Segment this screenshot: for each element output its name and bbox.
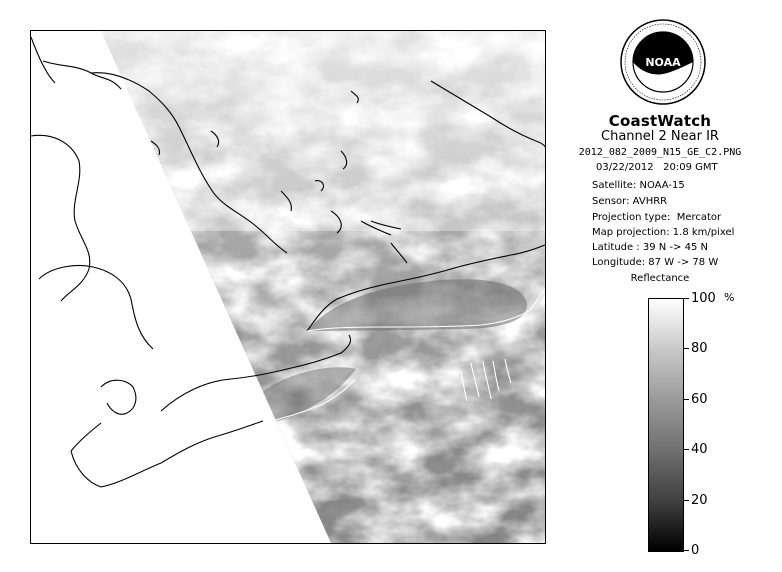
colorbar-tick-label: 20 xyxy=(691,492,708,508)
map-projection: Map projection: 1.8 km/pixel xyxy=(592,227,735,238)
brand-title: CoastWatch xyxy=(608,112,712,130)
channel-label: Channel 2 Near IR xyxy=(601,129,719,144)
legend-unit: % xyxy=(724,291,735,304)
colorbar-tick-label: 80 xyxy=(691,341,708,357)
date-time: 03/22/2012 20:09 GMT xyxy=(596,162,718,173)
colorbar-tick-mark xyxy=(683,399,689,400)
logo-text: NOAA xyxy=(645,56,681,69)
colorbar-tick-mark xyxy=(683,500,689,501)
colorbar-tick-label: 40 xyxy=(691,442,708,458)
colorbar-tick-label: 0 xyxy=(691,543,700,558)
info-panel xyxy=(560,0,782,572)
satellite-map xyxy=(30,30,546,544)
colorbar-tick-label: 100 xyxy=(691,291,716,306)
map-svg xyxy=(31,31,545,543)
colorbar-tick-mark xyxy=(683,298,689,299)
colorbar-tick-mark xyxy=(683,348,689,349)
satellite-label: Satellite: NOAA-15 xyxy=(592,180,685,191)
projection-type: Projection type: Mercator xyxy=(592,212,722,223)
sensor-label: Sensor: AVHRR xyxy=(592,196,668,207)
file-name: 2012_082_2009_N15_GE_C2.PNG xyxy=(578,147,742,158)
noaa-logo xyxy=(619,18,707,106)
colorbar-tick-mark xyxy=(683,550,689,551)
colorbar-tick-mark xyxy=(683,449,689,450)
noaa-logo-icon xyxy=(619,18,707,106)
longitude-range: Longitude: 87 W -> 78 W xyxy=(592,257,719,268)
reflectance-colorbar xyxy=(648,298,684,552)
colorbar-tick-label: 60 xyxy=(691,391,708,407)
latitude-range: Latitude : 39 N -> 45 N xyxy=(592,242,708,253)
legend-title: Reflectance xyxy=(630,273,690,284)
